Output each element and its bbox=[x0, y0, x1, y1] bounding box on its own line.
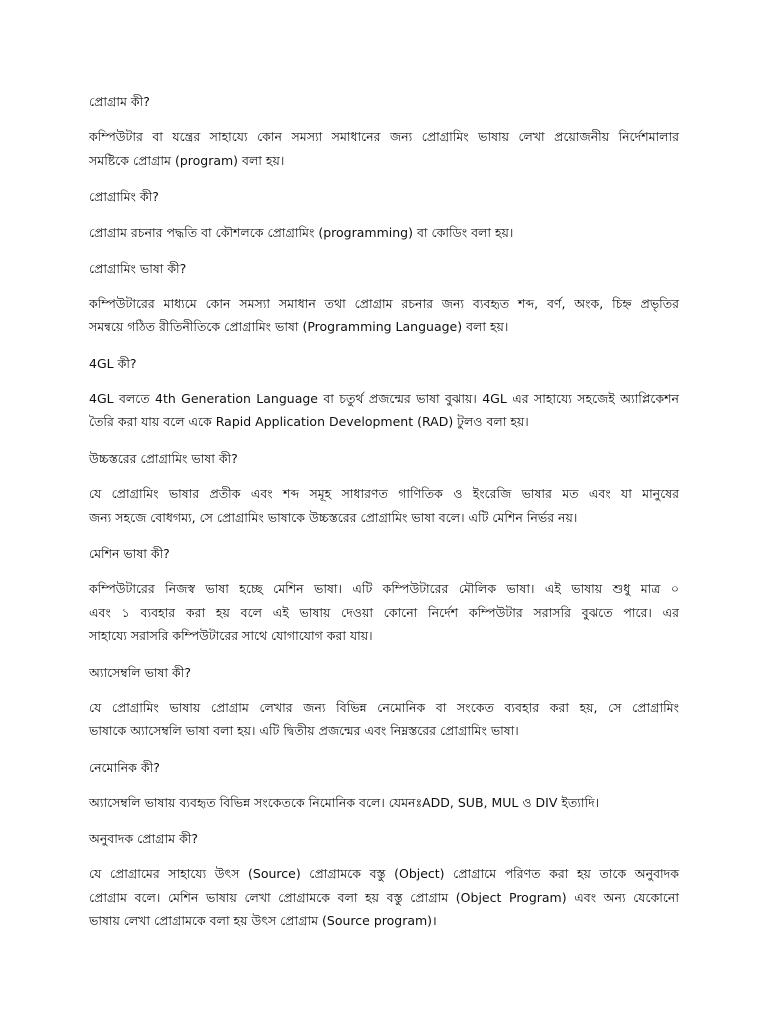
answer-line: প্রোগ্রাম রচনার পদ্ধতি বা কৌশলকে প্রোগ্রামিং (programming) বা কোডিং বলা হয়। bbox=[89, 225, 514, 240]
answer-line: অ্যাসেম্বলি ভাষায় ব্যবহৃত বিভিন্ন সংকেতকে নিমোনিক বলে। যেমনঃADD, SUB, MUL ও DIV ইত্যাদি। bbox=[89, 795, 600, 810]
question-heading: প্রোগ্রামিং ভাষা কী? bbox=[89, 261, 187, 276]
answer-line: এবং ১ ব্যবহার করা হয় বলে এই ভাষায় দেওয়া কোনো নির্দেশ কম্পিউটার সরাসরি বুঝতে পারে। এর bbox=[89, 605, 679, 620]
answer-line: যে প্রোগ্রামিং ভাষার প্রতীক এবং শব্দ সমূহ সাধারণত গাণিতিক ও ইংরেজি ভাষার মত এবং যা মানুষের bbox=[89, 486, 679, 501]
question-heading: নেমোনিক কী? bbox=[89, 760, 160, 775]
answer-line: প্রোগ্রাম বলে। মেশিন ভাষায় লেখা প্রোগ্রামকে বলা হয় বস্তু প্রোগ্রাম (Object Program) এবং অন্য যেকোনো bbox=[89, 890, 679, 905]
answer-line: সমষ্টিকে প্রোগ্রাম (program) বলা হয়। bbox=[89, 153, 285, 168]
question-heading: প্রোগ্রামিং কী? bbox=[89, 189, 159, 204]
answer-line: ভাষায় লেখা প্রোগ্রামকে বলা হয় উৎস প্রোগ্রাম (Source program)। bbox=[89, 913, 437, 928]
question-heading: অনুবাদক প্রোগ্রাম কী? bbox=[89, 831, 199, 846]
question-heading: উচ্চস্তরের প্রোগ্রামিং ভাষা কী? bbox=[89, 451, 238, 466]
answer-line: যে প্রোগ্রামের সাহায্যে উৎস (Source) প্রোগ্রামকে বস্তু (Object) প্রোগ্রামে পরিণত করা হয় তাকে অনুবাদক bbox=[89, 866, 679, 881]
question-heading: প্রোগ্রাম কী? bbox=[89, 94, 150, 109]
answer-line: জন্য সহজে বোধগম্য, সে প্রোগ্রামিং ভাষাকে উচ্চস্তরের প্রোগ্রামিং ভাষা বলে। এটি মেশিন নির্ভর নয়। bbox=[89, 510, 578, 525]
question-heading: মেশিন ভাষা কী? bbox=[89, 546, 170, 561]
answer-line: যে প্রোগ্রামিং ভাষায় প্রোগ্রাম লেখার জন্য বিভিন্ন নেমোনিক বা সংকেত ব্যবহার করা হয়, সে প্রোগ্রামিং bbox=[89, 700, 679, 715]
answer-line: তৈরি করা যায় বলে একে Rapid Application Development (RAD) টুলও বলা হয়। bbox=[89, 414, 529, 429]
answer-line: কম্পিউটার বা যন্ত্রের সাহায্যে কোন সমস্যা সমাধানের জন্য প্রোগ্রামিং ভাষায় লেখা প্রয়োজনীয় নির্দেশমালার bbox=[89, 129, 679, 144]
question-heading: 4GL কী? bbox=[89, 356, 137, 371]
question-heading: অ্যাসেম্বলি ভাষা কী? bbox=[89, 665, 191, 680]
answer-line: সাহায্যে সরাসরি কম্পিউটারের সাথে যোগাযোগ করা যায়। bbox=[89, 628, 373, 643]
answer-line: কম্পিউটারের মাধ্যমে কোন সমস্যা সমাধান তথা প্রোগ্রাম রচনার জন্য ব্যবহৃত শব্দ, বর্ণ, অংক, চিহ্ন প্রভৃতির bbox=[89, 296, 679, 311]
answer-line: সমন্বয়ে গঠিত রীতিনীতিকে প্রোগ্রামিং ভাষা (Programming Language) বলা হয়। bbox=[89, 319, 509, 334]
answer-line: ভাষাকে অ্যাসেম্বলি ভাষা বলা হয়। এটি দ্বিতীয় প্রজন্মের এবং নিম্নস্তরের প্রোগ্রামিং ভাষা। bbox=[89, 723, 519, 738]
answer-line: 4GL বলতে 4th Generation Language বা চতুর্থ প্রজন্মের ভাষা বুঝায়। 4GL এর সাহায্যে সহজেই অ্যাপ্লিকেশন bbox=[89, 391, 679, 406]
answer-line: কম্পিউটারের নিজস্ব ভাষা হচ্ছে মেশিন ভাষা। এটি কম্পিউটারের মৌলিক ভাষা। এই ভাষায় শুধু মাত্র ০ bbox=[89, 581, 679, 596]
